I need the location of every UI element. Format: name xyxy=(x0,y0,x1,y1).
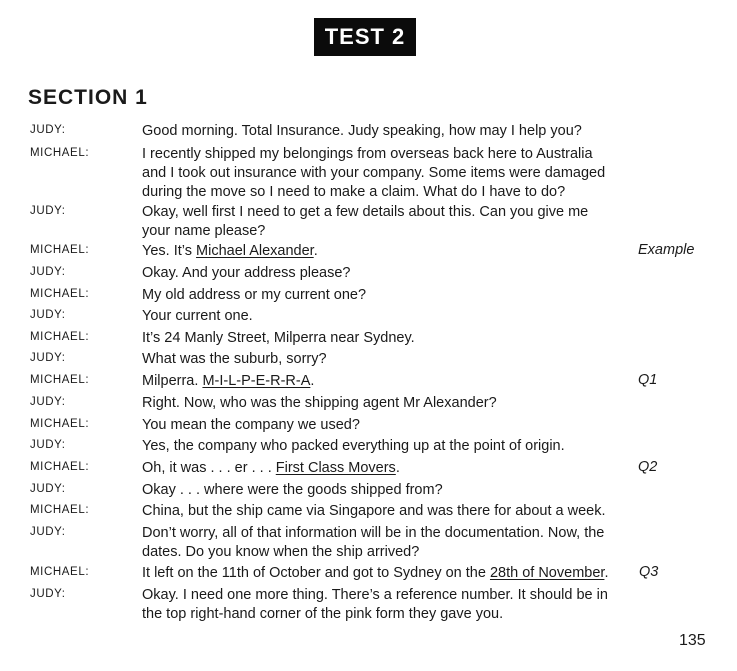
dialogue-text: Yes. It’s xyxy=(142,243,197,259)
dialogue-text: My old address or my current one? xyxy=(142,287,367,303)
dialogue-text: Okay, well first I need to get a few details about this. Can you give me xyxy=(142,204,589,220)
question-label: Q3 xyxy=(639,564,659,580)
dialogue-text: during the move so I need to make a claim. What do I have to do? xyxy=(142,184,566,200)
dialogue-text: the top right-hand corner of the pink form they gave you. xyxy=(142,606,504,622)
dialogue-line xyxy=(142,543,632,561)
dialogue-line xyxy=(142,242,632,260)
speaker-name: JUDY: xyxy=(30,266,66,278)
answer-text: 28th of November xyxy=(489,565,605,581)
dialogue-text: It’s 24 Manly Street, Milperra near Sydney. xyxy=(142,330,415,346)
dialogue-line xyxy=(142,372,632,390)
dialogue-line xyxy=(142,394,632,412)
speaker-name: MICHAEL: xyxy=(30,288,90,300)
dialogue-text: Yes, the company who packed everything up at the point of origin. xyxy=(142,438,565,454)
dialogue-text: It left on the 11th of October and got to Sydney on the xyxy=(142,565,490,581)
question-label: Example xyxy=(638,242,695,258)
test-label: TEST 2 xyxy=(324,24,406,49)
speaker-name: JUDY: xyxy=(30,588,66,600)
speaker-name: JUDY: xyxy=(30,526,66,538)
speaker-name: JUDY: xyxy=(30,205,66,217)
speaker-name: JUDY: xyxy=(30,439,66,451)
speaker-name: MICHAEL: xyxy=(30,147,90,159)
dialogue-line xyxy=(142,605,632,623)
speaker-name: JUDY: xyxy=(30,396,66,408)
dialogue-line xyxy=(142,459,632,477)
speaker-name: MICHAEL: xyxy=(30,331,90,343)
dialogue-text: and I took out insurance with your company. Some items were damaged xyxy=(142,165,606,181)
answer-text: Michael Alexander xyxy=(196,243,314,259)
dialogue-line xyxy=(142,307,632,325)
speaker-name: JUDY: xyxy=(30,483,66,495)
speaker-name: JUDY: xyxy=(30,309,66,321)
page-number: 135 xyxy=(679,632,706,649)
dialogue-text: Oh, it was . . . er . . . xyxy=(142,460,276,476)
dialogue-line xyxy=(142,286,632,304)
dialogue-text: Okay . . . where were the goods shipped from? xyxy=(142,482,443,498)
dialogue-line xyxy=(142,481,632,499)
dialogue-text: dates. Do you know when the ship arrived? xyxy=(142,544,420,560)
answer-text: First Class Movers xyxy=(275,460,396,476)
dialogue-text: Okay. And your address please? xyxy=(142,265,351,281)
speaker-name: JUDY: xyxy=(30,352,66,364)
dialogue-line xyxy=(142,437,632,455)
speaker-name: MICHAEL: xyxy=(30,374,90,386)
dialogue-text: Milperra. xyxy=(142,373,203,389)
dialogue-line xyxy=(142,524,632,542)
speaker-name: MICHAEL: xyxy=(30,244,90,256)
dialogue-text: Don’t worry, all of that information will be in the documentation. Now, the xyxy=(142,525,605,541)
speaker-name: MICHAEL: xyxy=(30,418,90,430)
dialogue-line xyxy=(142,264,632,282)
dialogue-text: . xyxy=(604,565,609,581)
dialogue-line xyxy=(142,183,632,201)
dialogue-text: You mean the company we used? xyxy=(142,417,360,433)
speaker-name: JUDY: xyxy=(30,124,66,136)
dialogue-line xyxy=(142,350,632,368)
question-label: Q1 xyxy=(638,372,658,388)
dialogue-text: China, but the ship came via Singapore and was there for about a week. xyxy=(142,503,606,519)
dialogue-line xyxy=(142,222,632,240)
speaker-name: MICHAEL: xyxy=(30,461,90,473)
answer-text: M-I-L-P-E-R-R-A xyxy=(202,373,311,389)
speaker-name: MICHAEL: xyxy=(30,566,90,578)
dialogue-line xyxy=(142,329,632,347)
dialogue-text: your name please? xyxy=(142,223,266,239)
speaker-name: MICHAEL: xyxy=(30,504,90,516)
dialogue-text: . xyxy=(313,243,318,259)
dialogue-line xyxy=(142,122,632,140)
dialogue-line xyxy=(142,145,632,163)
dialogue-line xyxy=(142,164,632,182)
dialogue-text: I recently shipped my belongings from overseas back here to Australia xyxy=(142,146,593,162)
dialogue-text: Your current one. xyxy=(142,308,253,324)
section-heading: SECTION 1 xyxy=(28,86,148,109)
dialogue-text: Good morning. Total Insurance. Judy speaking, how may I help you? xyxy=(142,123,582,139)
dialogue-line xyxy=(142,586,632,604)
dialogue-line xyxy=(142,203,632,221)
dialogue-text: . xyxy=(310,373,315,389)
dialogue-text: Okay. I need one more thing. There’s a reference number. It should be in xyxy=(142,587,608,603)
dialogue-text: . xyxy=(395,460,400,476)
dialogue-text: Right. Now, who was the shipping agent Mr Alexander? xyxy=(142,395,497,411)
dialogue-line xyxy=(142,564,632,582)
dialogue-line xyxy=(142,502,632,520)
dialogue-text: What was the suburb, sorry? xyxy=(142,351,327,367)
question-label: Q2 xyxy=(638,459,658,475)
dialogue-line xyxy=(142,416,632,434)
